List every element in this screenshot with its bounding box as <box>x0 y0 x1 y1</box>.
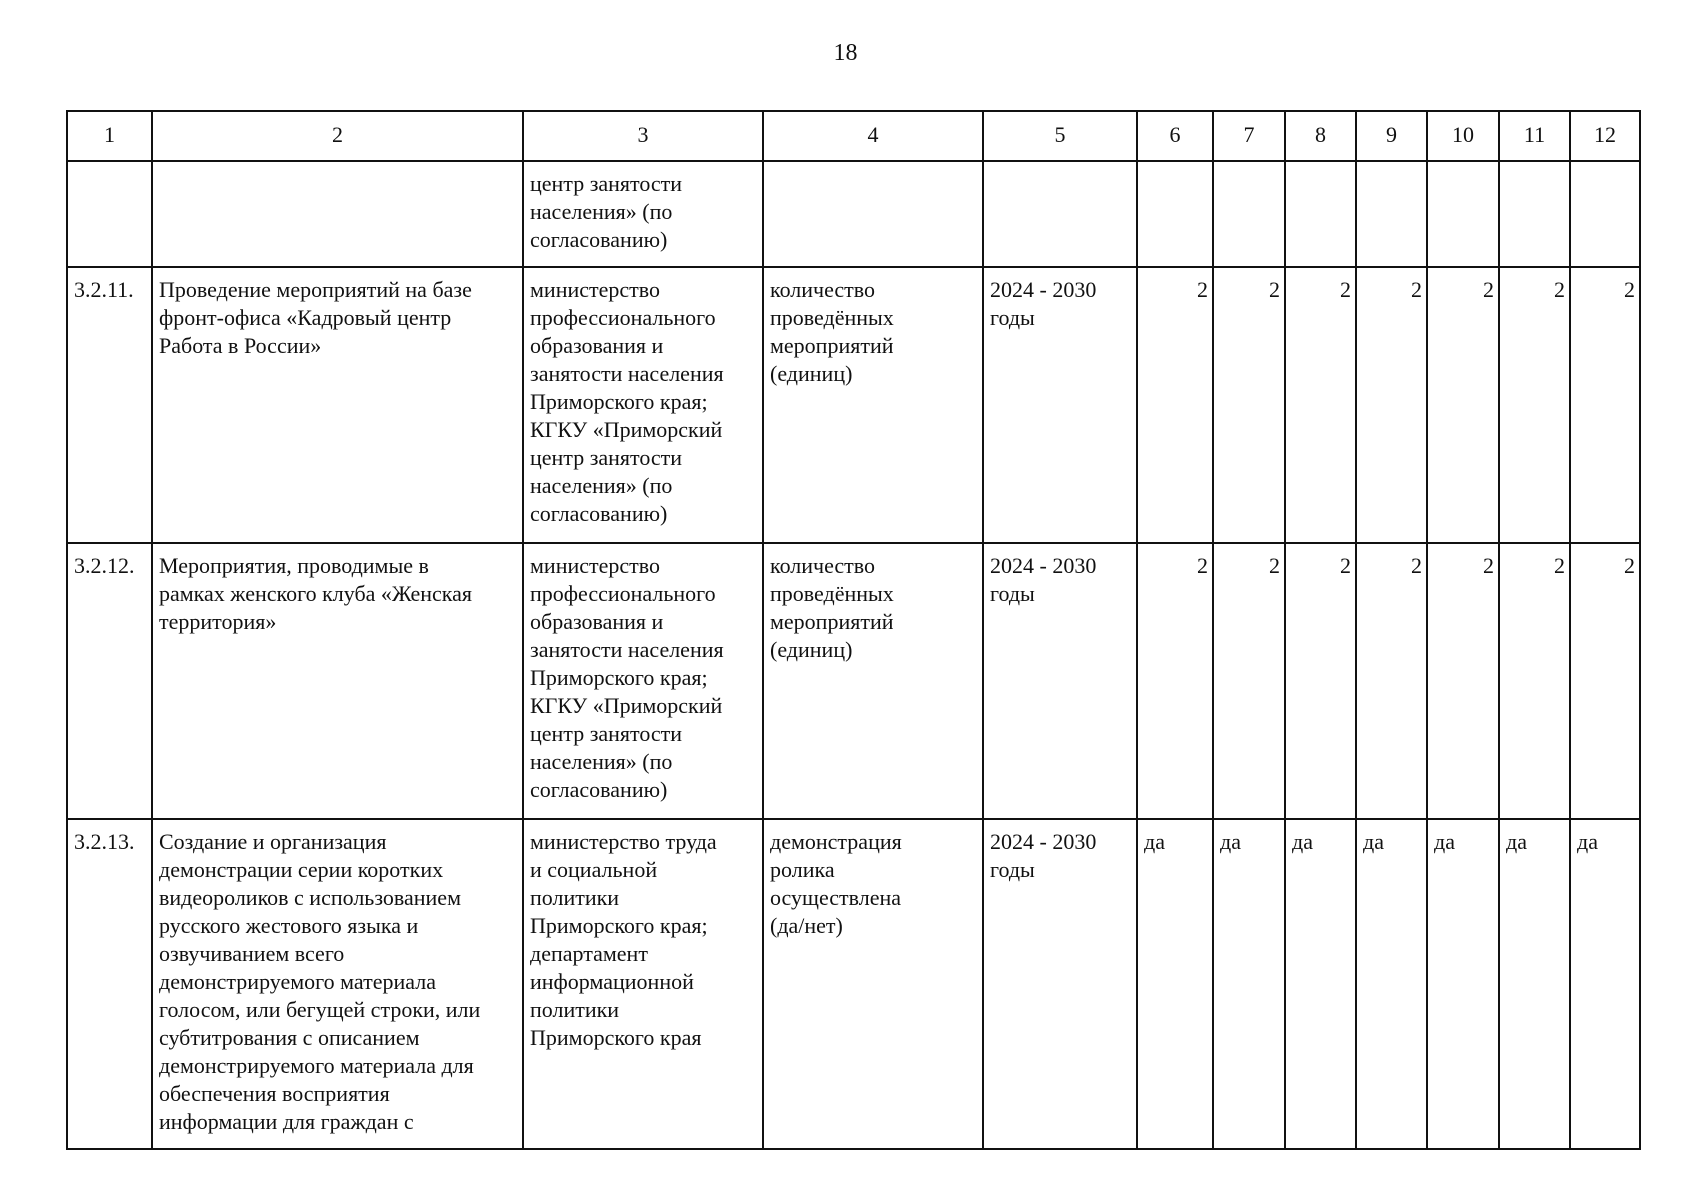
value-cell: да <box>1570 819 1640 1149</box>
responsible-cell: центр занятости населения» (по согласованию) <box>523 161 763 267</box>
value-cell: 2 <box>1285 267 1356 543</box>
continuation-row <box>67 161 1640 267</box>
value-cell: 2 <box>1356 543 1427 819</box>
responsible-cell: министерство профессионального образования и занятости населения Приморского края; КГКУ «Приморский центр занятости населения» (по согласованию) <box>523 267 763 543</box>
period-cell: 2024 - 2030 годы <box>983 543 1137 819</box>
column-header: 1 <box>67 111 152 161</box>
row-id: 3.2.11. <box>67 267 152 543</box>
page-number: 18 <box>833 40 858 66</box>
measure-title: Проведение мероприятий на базе фронт-офиса «Кадровый центр Работа в России» <box>152 267 523 543</box>
value-cell: 2 <box>1570 267 1640 543</box>
table-row <box>67 543 1640 819</box>
table-cell <box>67 161 152 267</box>
value-cell: 2 <box>1285 543 1356 819</box>
value-cell: да <box>1427 819 1499 1149</box>
column-header: 3 <box>523 111 763 161</box>
value-cell: 2 <box>1213 267 1285 543</box>
column-header: 8 <box>1285 111 1356 161</box>
column-header: 5 <box>983 111 1137 161</box>
column-header: 7 <box>1213 111 1285 161</box>
measure-title: Мероприятия, проводимые в рамках женского клуба «Женская территория» <box>152 543 523 819</box>
table-cell <box>1137 161 1213 267</box>
value-cell: да <box>1137 819 1213 1149</box>
value-cell: 2 <box>1499 267 1570 543</box>
column-header: 10 <box>1427 111 1499 161</box>
period-cell: 2024 - 2030 годы <box>983 819 1137 1149</box>
value-cell: 2 <box>1213 543 1285 819</box>
indicator-cell: количество проведённых мероприятий (единиц) <box>763 543 983 819</box>
table-cell <box>983 161 1137 267</box>
table-cell <box>152 161 523 267</box>
table-cell <box>1499 161 1570 267</box>
column-header: 6 <box>1137 111 1213 161</box>
indicator-cell: демонстрация ролика осуществлена (да/нет) <box>763 819 983 1149</box>
value-cell: 2 <box>1499 543 1570 819</box>
row-id: 3.2.13. <box>67 819 152 1149</box>
value-cell: 2 <box>1356 267 1427 543</box>
value-cell: 2 <box>1137 543 1213 819</box>
table-row <box>67 267 1640 543</box>
column-header: 4 <box>763 111 983 161</box>
column-header: 2 <box>152 111 523 161</box>
value-cell: 2 <box>1570 543 1640 819</box>
column-header: 11 <box>1499 111 1570 161</box>
responsible-cell: министерство труда и социальной политики Приморского края; департамент информационной политики Приморского края <box>523 819 763 1149</box>
table-header-row <box>67 111 1640 161</box>
responsible-cell: министерство профессионального образования и занятости населения Приморского края; КГКУ «Приморский центр занятости населения» (по согласованию) <box>523 543 763 819</box>
value-cell: да <box>1213 819 1285 1149</box>
value-cell: 2 <box>1137 267 1213 543</box>
table-cell <box>1213 161 1285 267</box>
table-cell <box>1356 161 1427 267</box>
table-row <box>67 819 1640 1149</box>
value-cell: 2 <box>1427 543 1499 819</box>
value-cell: да <box>1356 819 1427 1149</box>
column-header: 9 <box>1356 111 1427 161</box>
column-header: 12 <box>1570 111 1640 161</box>
value-cell: да <box>1499 819 1570 1149</box>
indicator-cell: количество проведённых мероприятий (единиц) <box>763 267 983 543</box>
row-id: 3.2.12. <box>67 543 152 819</box>
table-cell <box>1427 161 1499 267</box>
table-cell <box>763 161 983 267</box>
measure-title: Создание и организация демонстрации серии коротких видеороликов с использованием русского жестового языка и озвучиванием всего демонстрируемого материала голосом, или бегущей строки, или субтитрования с описанием демонстрируемого материала для обеспечения восприятия информации для граждан с <box>152 819 523 1149</box>
table-cell <box>1285 161 1356 267</box>
value-cell: да <box>1285 819 1356 1149</box>
table-cell <box>1570 161 1640 267</box>
period-cell: 2024 - 2030 годы <box>983 267 1137 543</box>
measures-table <box>66 110 1641 1150</box>
value-cell: 2 <box>1427 267 1499 543</box>
